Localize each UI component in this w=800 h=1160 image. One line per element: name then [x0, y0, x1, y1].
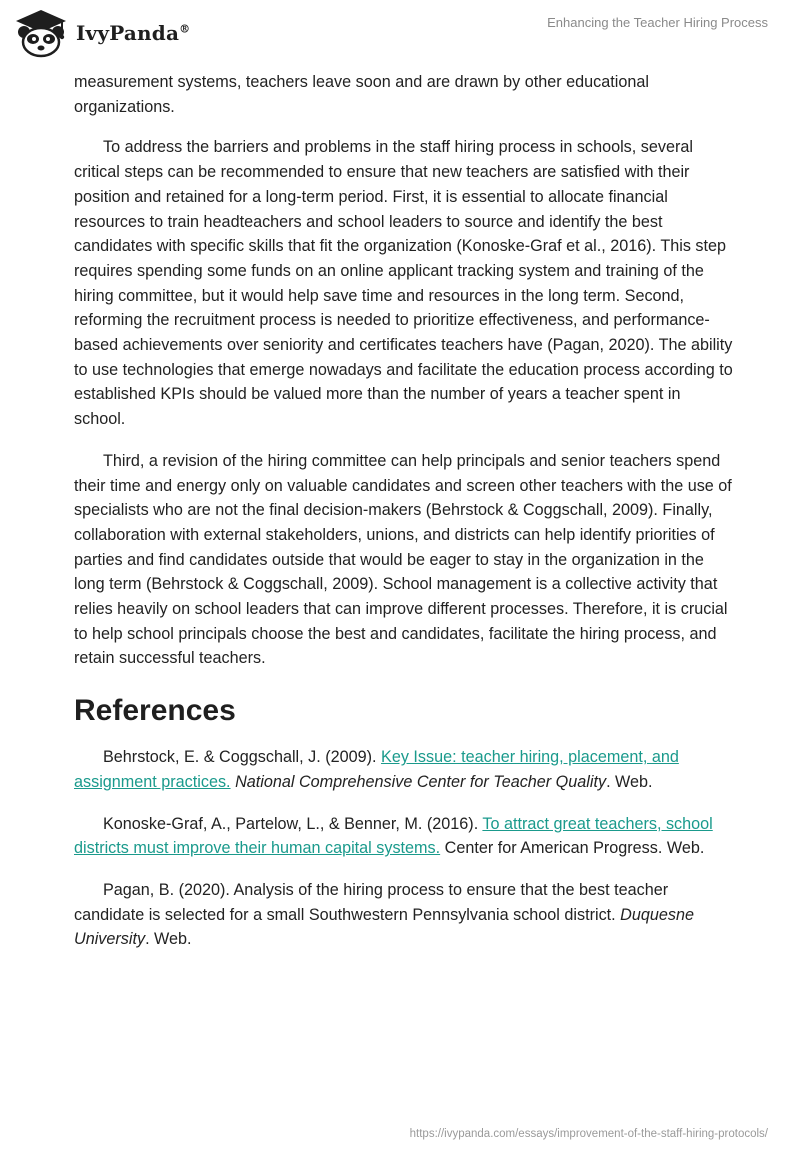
references-heading: References: [74, 694, 236, 728]
reference-text: Behrstock, E. & Coggschall, J. (2009).: [103, 748, 382, 767]
reference-text: . Web.: [606, 772, 653, 791]
reference-item: [74, 745, 734, 794]
reference-item: [74, 878, 734, 952]
registered-mark: ®: [179, 22, 191, 36]
reference-text: Center for American Progress. Web.: [440, 839, 705, 858]
reference-source: Duquesne University: [74, 905, 694, 949]
reference-source: National Comprehensive Center for Teacher Quality: [235, 772, 607, 791]
body-paragraph: To address the barriers and problems in the staff hiring process in schools, several critical steps can be recommended to ensure that new teachers are satisfied with their position and retained for a long-term period. First, it is essential to allocate financial resources to train headteachers and school leaders to source and identify the best candidates with specific skills that fit the organization (Konoske-Graf et al., 2016). This step requires spending some funds on an online applicant tracking system and training of the hiring committee, but it would help save time and resources in the long term. Second, reforming the recruitment process is needed to prioritize effectiveness, and performance-based achievements over seniority and certificates teachers have (Pagan, 2020). The ability to use technologies that emerge nowadays and facilitate the education process according to established KPIs should be valued more than the number of years a teacher spent in school.: [74, 138, 733, 429]
reference-text: Pagan, B. (2020). Analysis of the hiring process to ensure that the best teacher candidate is selected for a small Southwestern Pennsylvania school district.: [74, 880, 669, 924]
footer-url: https://ivypanda.com/essays/improvement-of-the-staff-hiring-protocols/: [409, 1128, 768, 1140]
page-header: [0, 0, 800, 70]
document-body: [74, 70, 734, 969]
continuation-paragraph: measurement systems, teachers leave soon and are drawn by other educational organizations.: [74, 73, 649, 116]
reference-text: Konoske-Graf, A., Partelow, L., & Benner, M. (2016).: [103, 814, 483, 833]
reference-link[interactable]: Key Issue: teacher hiring, placement, and assignment practices.: [74, 748, 679, 791]
logo[interactable]: [14, 8, 190, 58]
panda-graduate-icon: [14, 8, 68, 58]
reference-text: . Web.: [145, 930, 192, 949]
document-title: Enhancing the Teacher Hiring Process: [547, 15, 768, 30]
logo-wordmark: IvyPanda: [76, 21, 180, 45]
reference-link[interactable]: To attract great teachers, school districts must improve their human capital systems.: [74, 814, 713, 858]
reference-item: [74, 812, 734, 861]
logo-text: [76, 21, 190, 45]
body-paragraph: Third, a revision of the hiring committee can help principals and senior teachers spend their time and energy only on valuable candidates and screen other teachers with the use of specialists who are not the final decision-makers (Behrstock & Coggschall, 2009). Finally, collaboration with external stakeholders, unions, and districts can help identify priorities of parties and find candidates outside that would be eager to stay in the organization in the long term (Behrstock & Coggschall, 2009). School management is a collective activity that relies heavily on school leaders that can improve different processes. Therefore, it is crucial to help school principals choose the best and candidates, facilitate the hiring process, and retain successful teachers.: [74, 451, 732, 668]
